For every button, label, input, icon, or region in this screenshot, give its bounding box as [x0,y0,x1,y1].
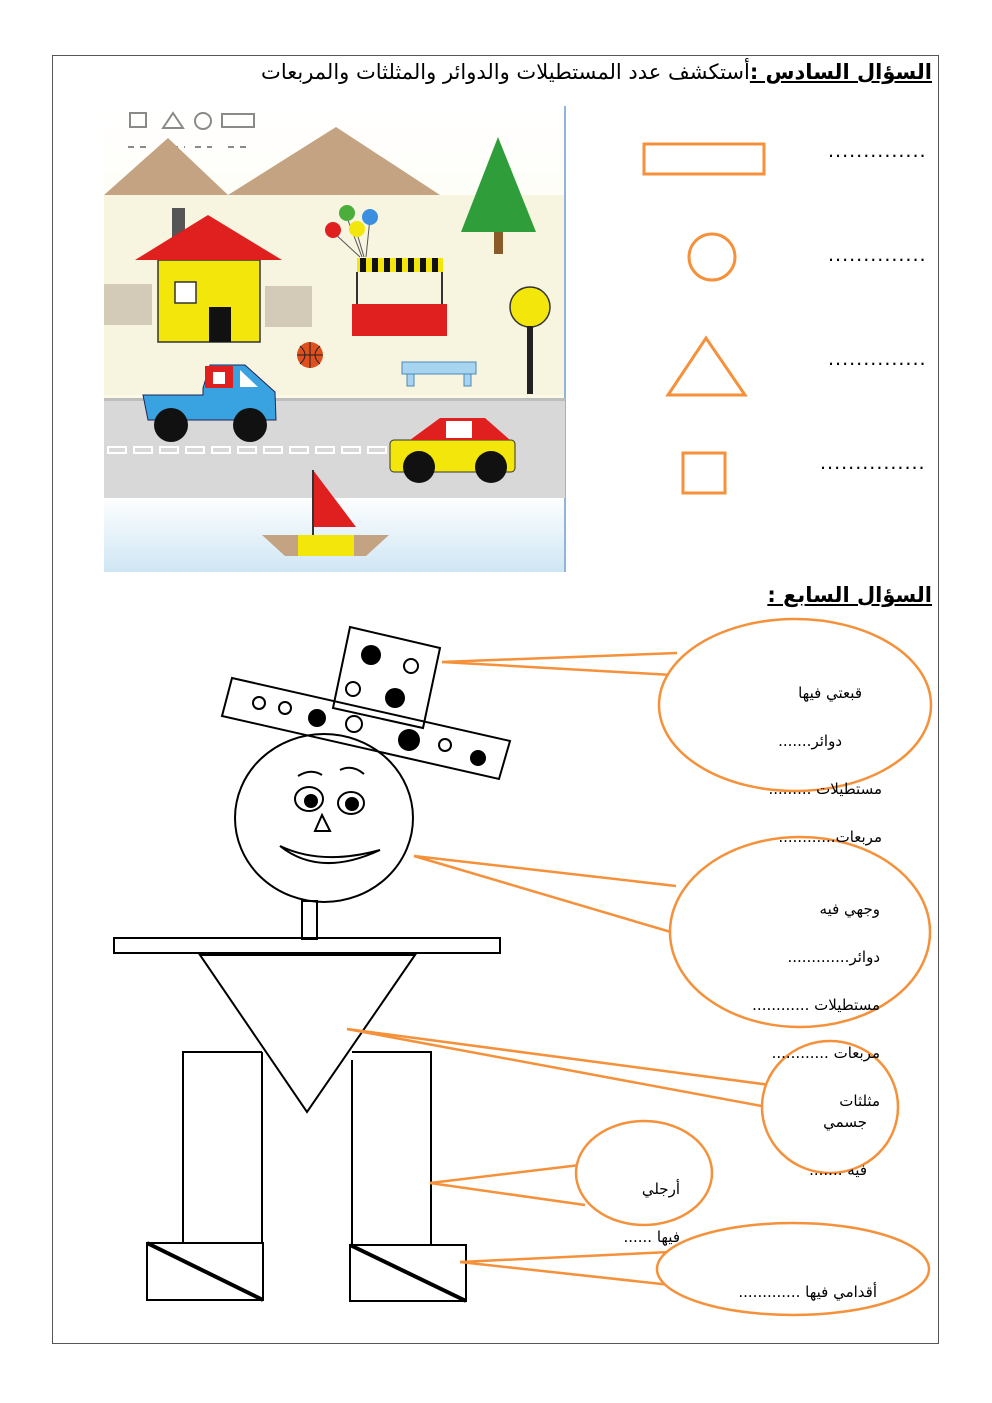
hat-line-1: قبعتي فيها [798,684,862,702]
body-line-2[interactable]: فيه ....... [809,1161,867,1179]
hat-line-4[interactable]: مربعات............ [778,828,882,846]
question7-label: السؤال السابع : [767,583,932,607]
feet-line-1[interactable]: أقدامي فيها ............. [738,1283,877,1301]
body-bubble-text [809,1086,867,1206]
answer-shapes [644,144,764,493]
body-line-1: جسمي [823,1113,867,1131]
triangle-shape [668,338,745,395]
question6-label: السؤال السادس : [749,60,932,84]
face-line-1: وجهي فيه [819,900,880,918]
square-shape [683,453,725,493]
question7-title [767,583,932,607]
face-line-5: مثلثات [839,1092,880,1110]
face-line-2[interactable]: دوائر............. [787,948,880,966]
face-line-4[interactable]: مربعات ............ [771,1044,880,1062]
question6-text: أستكشف عدد المستطيلات والدوائر والمثلثات والمربعات [261,60,750,84]
circle-shape [689,234,735,280]
shapes-figure [114,627,510,1301]
triangle-answer[interactable]: .............. [828,348,927,370]
hat-bubble-text [768,657,882,873]
hat-line-2[interactable]: دوائر....... [778,732,842,750]
legs-line-1: أرجلي [641,1180,680,1198]
rectangle-shape [644,144,764,174]
rectangle-answer[interactable]: .............. [828,140,927,162]
shapes-scene-picture [104,106,565,572]
hat-line-3[interactable]: مستطيلات ......... [768,780,882,798]
legs-line-2[interactable]: فيها ...... [623,1228,680,1246]
legs-bubble-text [623,1153,680,1273]
circle-answer[interactable]: .............. [828,244,927,266]
face-line-3[interactable]: مستطيلات ............ [752,996,880,1014]
square-answer[interactable]: ............... [820,452,926,474]
feet-bubble-text [738,1256,877,1328]
